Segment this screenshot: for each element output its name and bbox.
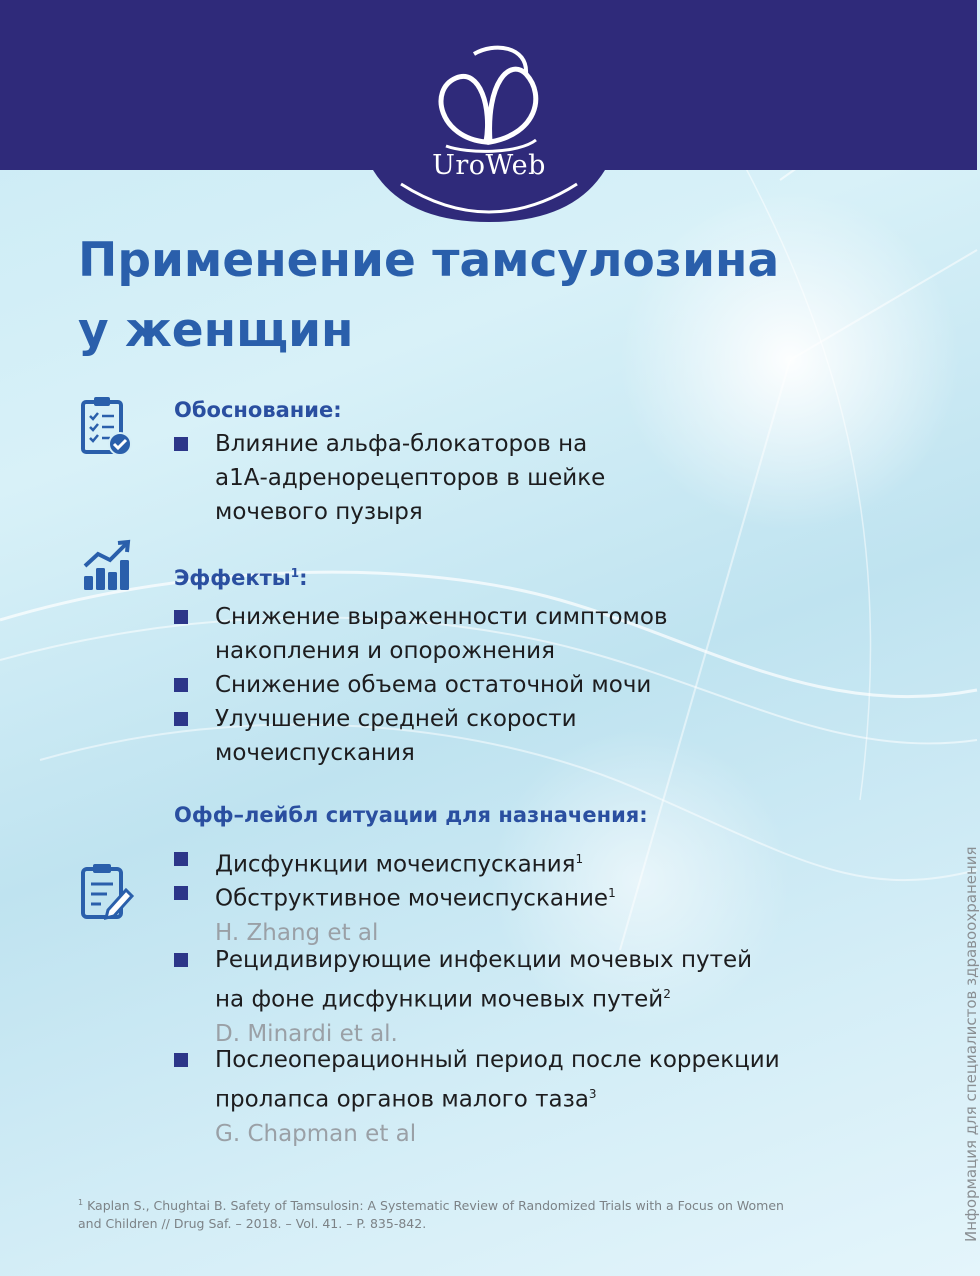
- citation-author: G. Chapman et al: [215, 1120, 417, 1147]
- bullet-marker: [174, 610, 188, 624]
- butterfly-logo-icon: [428, 42, 548, 154]
- list-item: Рецидивирующие инфекции мочевых путей на фоне дисфункции мочевых путей$^2$ D. Minardi et al.: [215, 943, 875, 1051]
- page-title: [78, 226, 858, 366]
- title-line-1: Применение тамсулозина: [78, 233, 780, 288]
- bullet-marker: [174, 712, 188, 726]
- list-item: Улучшение средней скорости мочеиспускания: [215, 706, 577, 766]
- bar-chart-growth-icon: [82, 540, 130, 592]
- clipboard-check-icon: [80, 394, 134, 458]
- bullet-marker: [174, 1053, 188, 1067]
- bullet-marker: [174, 886, 188, 900]
- list-item: Послеоперационный период после коррекции пролапса органов малого таза$^3$ G. Chapman et al: [215, 1043, 875, 1151]
- clipboard-edit-icon: [80, 862, 134, 922]
- list-item: Обструктивное мочеиспускание$^1$ H. Zhang et al: [215, 876, 875, 950]
- list-item: Влияние альфа-блокаторов на а1А-адренорецепторов в шейке мочевого пузыря: [215, 431, 606, 525]
- title-line-2: у женщин: [78, 303, 354, 358]
- list-item: Снижение объема остаточной мочи: [215, 672, 652, 698]
- citation-author: D. Minardi et al.: [215, 1020, 398, 1047]
- citation-author: H. Zhang et al: [215, 919, 379, 946]
- list-item: Дисфункции мочеиспускания$^1$: [215, 851, 584, 878]
- effects-heading: Эффекты$^1$:: [174, 566, 308, 590]
- side-disclaimer: Информация для специалистов здравоохранения: [962, 846, 980, 1242]
- offlabel-heading: Офф–лейбл ситуации для назначения:: [174, 803, 648, 827]
- footnote: $^1$ Kaplan S., Chughtai B. Safety of Tamsulosin: A Systematic Review of Randomized Trials with a Focus on Women and Children // Drug Saf. – 2018. – Vol. 41. – P. 835-842.: [78, 1198, 784, 1232]
- bullet-marker: [174, 437, 188, 451]
- bullet-marker: [174, 852, 188, 866]
- bullet-marker: [174, 678, 188, 692]
- logo-wordmark: UroWeb: [432, 150, 546, 181]
- rationale-heading: Обоснование:: [174, 398, 342, 422]
- list-item: Снижение выраженности симптомов накопления и опорожнения: [215, 604, 668, 664]
- bullet-marker: [174, 953, 188, 967]
